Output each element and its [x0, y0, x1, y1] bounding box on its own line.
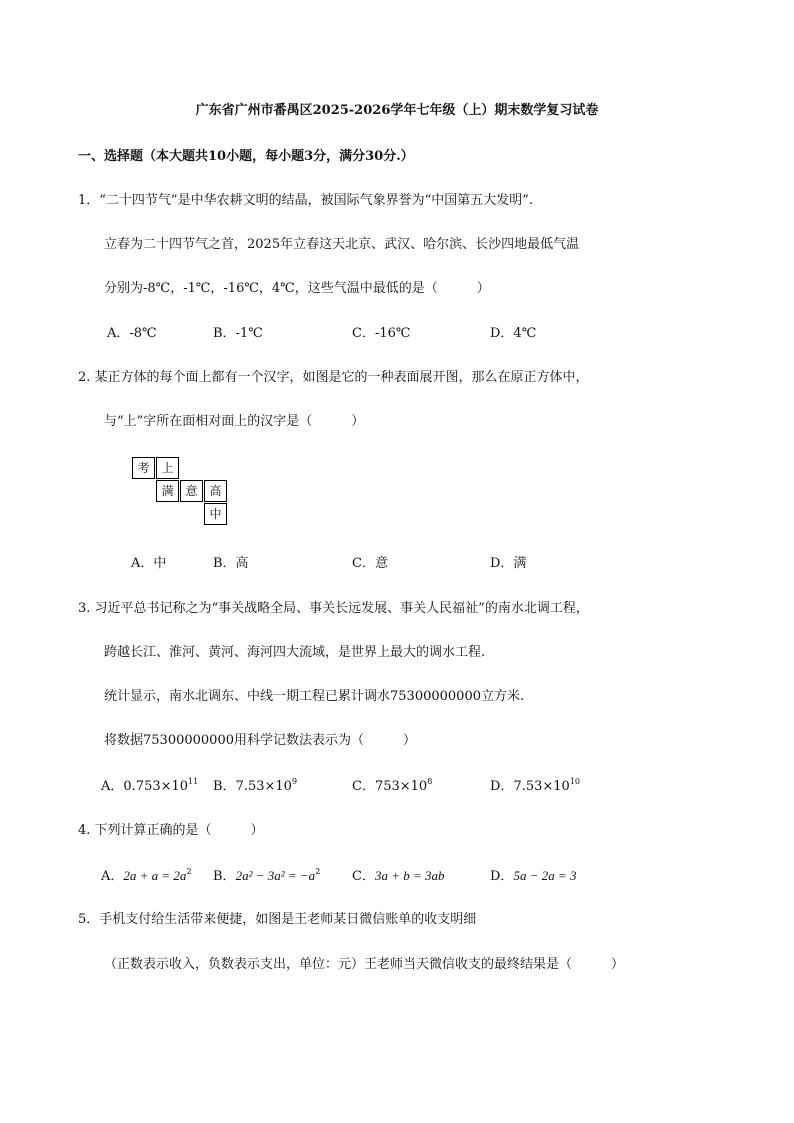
- q3-option-c: [352, 779, 432, 795]
- net-cell-kao: 考: [132, 457, 155, 479]
- net-cell-man: 满: [156, 480, 179, 502]
- q3-option-a-base: 0.753×10: [123, 779, 189, 794]
- q4-option-d: [490, 868, 576, 885]
- q3-option-b-exp: 9: [291, 777, 298, 786]
- q3-option-b: [213, 779, 297, 795]
- q1-option-a: A．-8℃: [107, 326, 157, 341]
- q2-line1: 2. 某正方体的每个面上都有一个汉字，如图是它的一种表面展开图，那么在原正方体中，: [78, 370, 589, 385]
- q5-line1: 5．手机支付给生活带来便捷，如图是王老师某日微信账单的收支明细: [78, 912, 477, 927]
- q1-option-b: B．-1℃: [213, 326, 263, 341]
- q3-line3: 统计显示，南水北调东、中线一期工程已累计调水75300000000立方米.: [104, 689, 525, 704]
- q4-line1: 4. 下列计算正确的是（ ）: [78, 823, 264, 838]
- q3-option-d: [490, 779, 580, 795]
- q4-option-c-expr: 3a + b = 3ab: [374, 868, 445, 883]
- q4-option-d-label: D．: [490, 869, 514, 884]
- net-cell-yi: 意: [180, 480, 203, 502]
- q3-option-c-label: C．: [352, 779, 375, 794]
- net-cell-shang: 上: [156, 457, 179, 479]
- q4-option-b: [213, 868, 320, 885]
- q4-option-a: [101, 868, 192, 885]
- q3-option-b-base: 7.53×10: [235, 779, 292, 794]
- q1-line2: 立春为二十四节气之首，2025年立春这天北京、武汉、哈尔滨、长沙四地最低气温: [104, 237, 580, 252]
- q4-option-b-exp: 2: [315, 867, 321, 876]
- q4-option-a-exp: 2: [186, 867, 192, 876]
- q3-option-a: [101, 779, 198, 795]
- q3-option-d-base: 7.53×10: [513, 779, 570, 794]
- q5-line2: （正数表示收入，负数表示支出，单位：元）王老师当天微信收支的最终结果是（ ）: [104, 957, 625, 972]
- q1-line1: 1．“二十四节气”是中华农耕文明的结晶，被国际气象界誉为“中国第五大发明”.: [78, 193, 533, 208]
- q2-option-a: A．中: [131, 556, 167, 571]
- q4-option-b-label: B．: [213, 869, 236, 884]
- q3-option-b-label: B．: [213, 779, 236, 794]
- net-cell-zhong: 中: [204, 503, 227, 525]
- q4-option-a-label: A．: [101, 869, 124, 884]
- cube-net-figure: [132, 457, 230, 527]
- q3-option-a-exp: 11: [188, 777, 199, 786]
- q2-line2: 与“上”字所在面相对面上的汉字是（ ）: [104, 414, 365, 429]
- page-title: 广东省广州市番禺区2025-2026学年七年级（上）期末数学复习试卷: [195, 103, 599, 118]
- net-cell-gao: 高: [204, 480, 227, 502]
- q3-line2: 跨越长江、淮河、黄河、海河四大流域，是世界上最大的调水工程.: [104, 645, 486, 660]
- q4-option-d-expr: 5a − 2a = 3: [513, 868, 577, 883]
- q4-option-c-label: C．: [352, 869, 375, 884]
- q4-option-b-expr: 2a² − 3a² = −a: [235, 868, 316, 883]
- q3-option-d-label: D．: [490, 779, 514, 794]
- q3-option-d-exp: 10: [569, 777, 581, 786]
- q3-option-c-base: 753×10: [374, 779, 428, 794]
- q4-option-c: [352, 868, 445, 885]
- q3-option-c-exp: 8: [427, 777, 433, 786]
- q2-option-d: D．满: [490, 556, 527, 571]
- q1-option-d: D．4℃: [490, 326, 537, 341]
- q4-option-a-expr: 2a + a = 2a: [123, 868, 187, 883]
- q2-option-b: B．高: [213, 556, 249, 571]
- q3-line1: 3. 习近平总书记称之为“事关战略全局、事关长远发展、事关人民福祉”的南水北调工程，: [78, 601, 589, 616]
- q2-option-c: C．意: [352, 556, 388, 571]
- q1-line3: 分别为-8℃，-1℃，-16℃，4℃，这些气温中最低的是（ ）: [104, 281, 490, 296]
- q3-line4: 将数据75300000000用科学记数法表示为（ ）: [104, 733, 416, 748]
- section-heading: 一、选择题（本大题共10小题，每小题3分，满分30分.）: [78, 149, 414, 164]
- q1-option-c: C．-16℃: [352, 326, 411, 341]
- q3-option-a-label: A．: [101, 779, 124, 794]
